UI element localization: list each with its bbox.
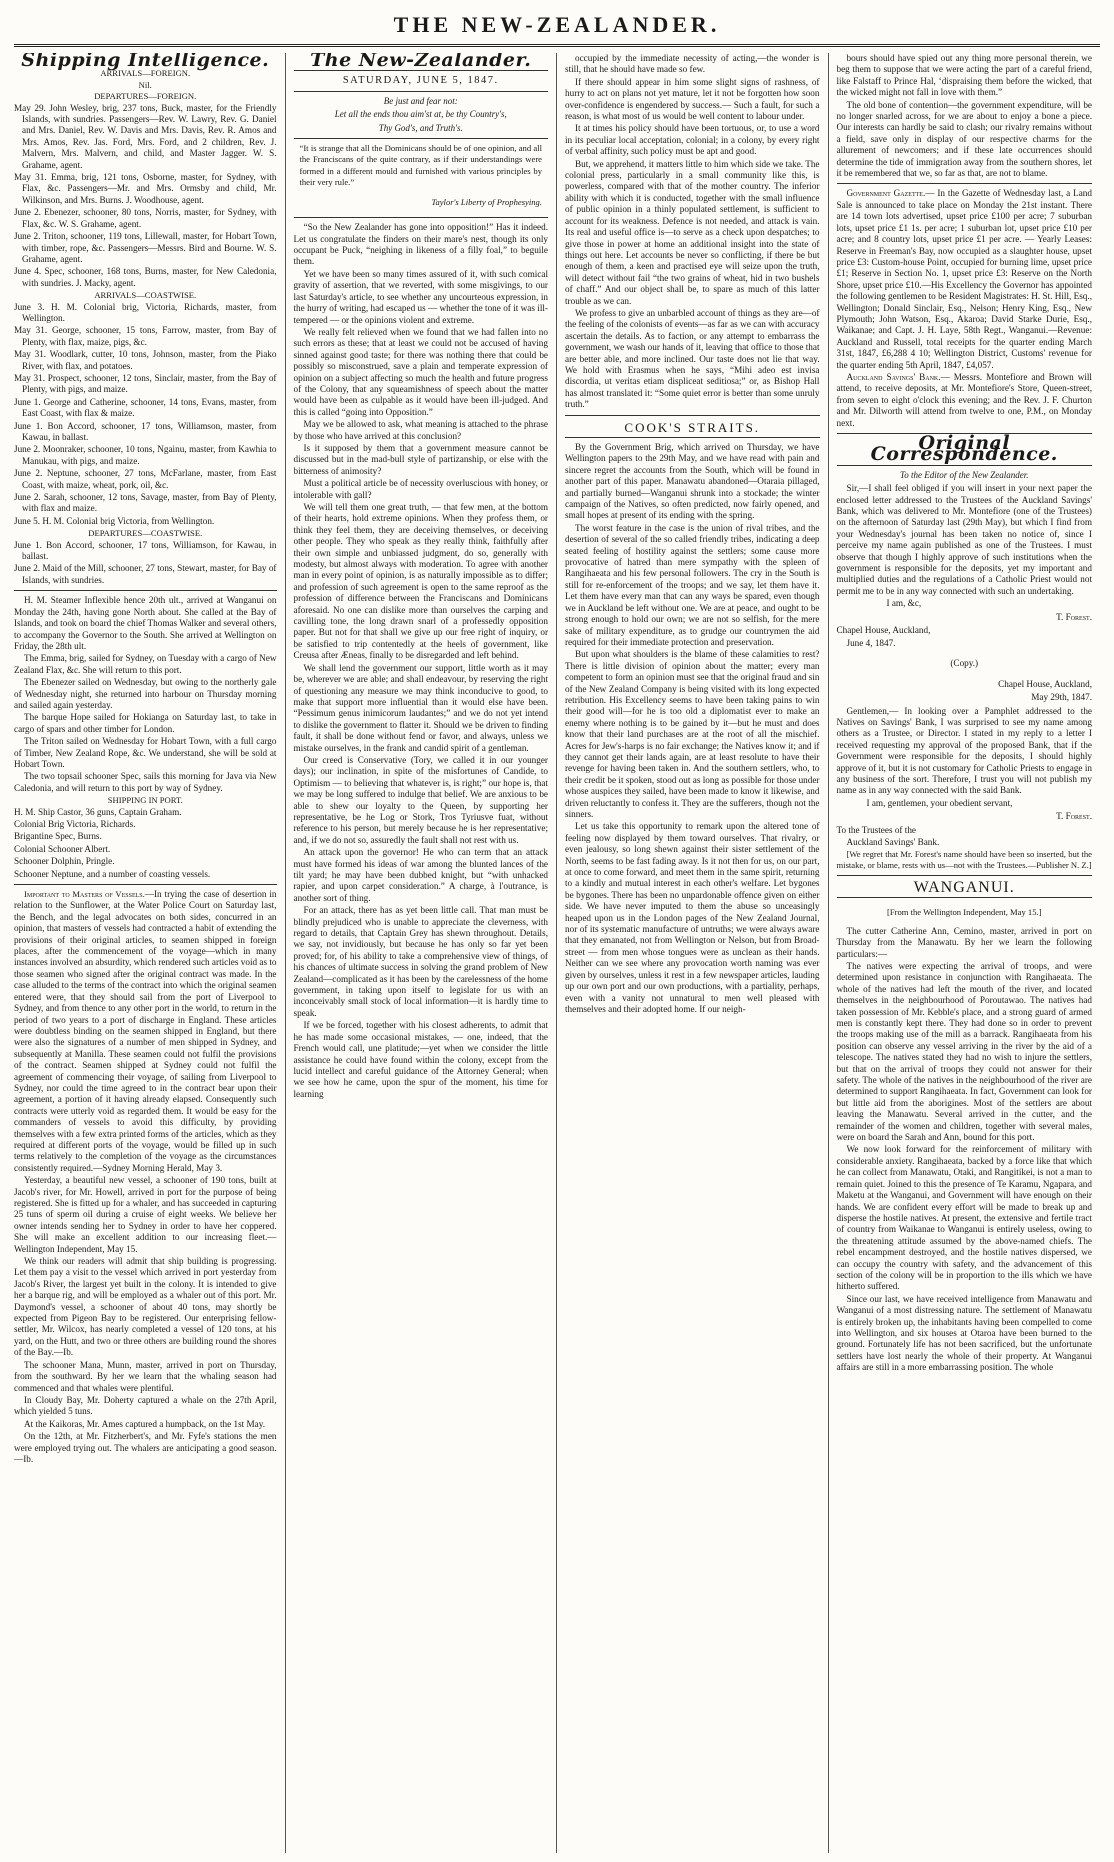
divider: [837, 183, 1093, 184]
news-paragraph: The barque Hope sailed for Hokianga on Saturday last, to take in cargo of spars and other timber for London.: [14, 712, 277, 734]
divider: [294, 138, 549, 139]
shipping-entry: June 2. Ebenezer, schooner, 80 tons, Norris, master, for Sydney, with Flax, &c. W. S. Grahame, agent.: [14, 207, 277, 229]
shipping-entry: June 4. Spec, schooner, 168 tons, Burns, master, for New Caledonia, with sundries. J. Macky, agent.: [14, 266, 277, 288]
shipping-entry: June 2. Neptune, schooner, 27 tons, McFarlane, master, from East Coast, with maize, wheat, pork, oil, &c.: [14, 468, 277, 490]
divider: [565, 415, 820, 416]
news-paragraph: The Emma, brig, sailed for Sydney, on Tuesday with a cargo of New Zealand Flax, &c. She will return to this port.: [14, 653, 277, 675]
gazette-notice: [837, 188, 1093, 371]
shipping-entry: May 31. Woodlark, cutter, 10 tons, Johnson, master, from the Piako River, with flax, and potatoes.: [14, 349, 277, 371]
cooks-straits-heading: COOK'S STRAITS.: [624, 419, 761, 435]
news-paragraph: At the Kaikoras, Mr. Ames captured a humpback, on the 1st May.: [24, 1418, 266, 1429]
letter-address: Chapel House, Auckland,: [836, 625, 931, 636]
article-paragraph: But upon what shoulders is the blame of these calamities to rest? There is little division of opinion about the matter; every man competent to form an opinion must see that the original fraud and sin of the New Zealand Company is being visited with its long expected retribution. His Excellency seems to have been taking pains to win their good will—for he is too old a diplomatist ever to make an enemy where nothing is to be gained by it—but he must and does know that their land purchases are at the root of all the mischief. Acres for Jew's-harps is no fair exchange; the Natives know it; and if they cannot get their lands again, are at least resolute to have their revenge for having been taken in. And the southern settlers, who, to their credit be it spoken, stood out as long as possible for those under whose auspices they sailed, have been made to know it likewise, and driven reluctantly to confess it. They are the sufferers, though not the sinners.: [565, 649, 820, 819]
letter-body: Sir,—I shall feel obliged if you will insert in your next paper the enclosed letter addressed to the Trustees of the Auckland Savings' Bank, which was delivered to Mr. Montefiore (one of the Trustees) on the afternoon of Saturday last (29th May), but which I find from your Wednesday's journal has been taken no notice of, since I perceive my name again published as one of the Trustees. I must observe that though I highly approve of such institutions when the government is responsible for the deposits, yet my important and multiplied duties and the regulations of a Catholic Priest would not permit me to be in any way connected with such an undertaking.: [836, 483, 1092, 596]
shipping-entry: June 2. Sarah, schooner, 12 tons, Savage, master, from Bay of Plenty, with flax and maize.: [14, 492, 277, 514]
masters-body: —In trying the case of desertion in relation to the Sunflower, at the Water Police Court on Saturday last, the Bench, and the legal advocates on both sides, concurred in an opinion, that masters of vessels had contracted a habit of extending the provisions of their original articles, to seamen shipped in foreign places, after the commencement of the voyage—which in many instances involved an absurdity, which rendered such articles void as to those seamen who signed after the original contract was made. In the case alluded to the terms of the contract into which the original seamen entered were, that they should sail from the port of Liverpool to Sydney, and from thence to any other port in the world, to return in the period of two years to a port of discharge in England. These articles were doubtless binding on the seamen shipped in England, but there were also the signatures of a number of men shipped in Sydney, and subsequently at Manilla. These seamen could not fulfil the provisions of the contract. Seamen shipped at Sydney could not fulfil the agreement of commencing their voyage, of sailing from Liverpool to Sydney, nor could the time agreed to in the contract bear upon their agreement, a portion of it having already elapsed. Consequently such contracts were utterly void as regarded them. It would be easy for the commanders of vessels to avoid this difficulty, by providing themselves with a few extra printed forms of the articles, which as they required at different ports of the voyage, would be filled up in such terms relatively to the completion of the voyage as the circumstances consistently required.—Sydney Morning Herald, May 3.: [14, 889, 277, 1173]
departures-coast-label: DEPARTURES—COASTWISE.: [88, 528, 203, 539]
letter-signature: T. Forest.: [1056, 611, 1092, 622]
editorial-paragraph: Yet we have been so many times assured of it, with such comical gravity of assertion, that we reverted, with some misgivings, to our last Saturday's article, to see whether any uncourteous expression, in the hurry of writing, had escaped us — whether the tone of it was ill-tempered — or the opinions violent and extreme.: [293, 268, 548, 325]
in-port-entry: Schooner Neptune, and a number of coasting vessels.: [14, 868, 211, 879]
letter-address: To the Trustees of the: [836, 824, 916, 835]
correspondence-to: To the Editor of the New Zealander.: [900, 469, 1029, 480]
article-paragraph: The cutter Catherine Ann, Cemino, master, arrived in port on Thursday from the Manawatu. By her we learn the following particulars:—: [836, 925, 1092, 959]
editorial-paragraph: We really felt relieved when we found that we had fallen into no such errors as these; that at least we could not be accused of having sinned against good taste; for there was nothing there that could be possibly so misconstrued, save a plain and temperate expression of opinion on a subject affecting so much the health and future progress of the Colony, that any squeamishness of speech about the matter would have been as culpable as it would have been ill-judged. And this is called “going into Opposition.”: [293, 326, 548, 417]
divider: [294, 217, 549, 218]
article-paragraph: By the Government Brig, which arrived on Thursday, we have Wellington papers to the 29th May, and we have read with pain and sincere regret the accounts from the South, which will be found in another part of this paper. Manawatu abandoned—Otaraia pillaged, and partially burned—Wanganui shrunk into a stockade; the winter campaign of the Natives, so often predicted, now fairly opened, and small hopes at present of its ending with the spring.: [565, 442, 820, 521]
editorial-paragraph: “So the New Zealander has gone into opposition!” Has it indeed. Let us congratulate the finders on their mare's nest, though its only occupant be Puck, “neighing in likeness of a filly foal,” to beguile them.: [293, 222, 548, 267]
letter-signature: T. Forest.: [1056, 811, 1092, 822]
news-paragraph: H. M. Steamer Inflexible hence 20th ult., arrived at Wanganui on Monday the 24th, having gone North about. She called at the Bay of Islands, and took on board the chief Thomas Walker and several others, to accompany the Governor to the South. She arrived at Wellington on Friday, the 28th ult.: [14, 595, 277, 651]
shipping-entry: May 31. Prospect, schooner, 12 tons, Sinclair, master, from the Bay of Plenty, with pigs, and maize.: [14, 372, 277, 395]
nil-label: Nil.: [138, 79, 152, 90]
shipping-entry: May 31. George, schooner, 15 tons, Farrow, master, from Bay of Plenty, with flax, maize, pigs, &c.: [14, 325, 277, 347]
editorial-paragraph: Must a political article be of necessity overluscious with honey, or intolerable with gall?: [293, 478, 548, 500]
shipping-entry: June 2. Triton, schooner, 119 tons, Lillewall, master, for Hobart Town, with timber, rope, &c. Passengers—Messrs. Bird and Bourne. W. S. Grahame, agent.: [14, 231, 277, 264]
editorial-paragraph: We shall lend the government our support, little worth as it may be, wherever we are able; and shall endeavour, by reserving the right of questioning any measure we may think inconducive to good, to make that support more influential than it would else have been. “Pessimum genus inimicorum laudantes;” and we do not yet intend to dislike the government to flatter it. Should we be driven to finding fault, it shall be done without fend or favor, and always, unless we mistake ourselves, in the frank and candid spirit of a gentleman.: [293, 662, 548, 753]
masters-notice: [14, 889, 277, 1174]
editorial-paragraph: We profess to give an unbarbled account of things as they are—of the feeling of the colonists of events—as far as we can with accuracy ascertain the details. As to faction, or any attempt to embarrass the government, we wash our hands of it, leaving that office to those that are better able, and more inclined. Our taste does not lie that way. We hold with Erasmus when he says, “Mihi adeo est invisa discordia, ut veritas etiam displiceat seditiosa;” or, as Bishop Hall has almost translated it: “Some quiet error is better than some unruly truth.”: [565, 307, 820, 410]
shipping-entry: June 1. George and Catherine, schooner, 14 tons, Evans, master, from East Coast, with flax & maize.: [14, 396, 277, 419]
news-paragraph: The schooner Mana, Munn, master, arrived in port on Thursday, from the southward. By her we learn that the whaling season had commenced and that whales were plentiful.: [14, 1359, 277, 1393]
wanganui-source: [From the Wellington Independent, May 15.]: [886, 906, 1042, 917]
letter-address: June 4, 1847.: [846, 637, 896, 648]
in-port-entry: Colonial Brig Victoria, Richards.: [14, 819, 136, 829]
divider: [14, 884, 277, 885]
divider: [837, 875, 1093, 876]
arrivals-foreign-label: ARRIVALS—FOREIGN.: [100, 68, 191, 79]
savings-notice: [837, 372, 1093, 429]
in-port-entry: Brigantine Spec, Burns.: [14, 831, 102, 842]
editorial-paragraph: Our creed is Conservative (Tory, we called it in our younger days); our inclination, in spite of the misfortunes of Candide, to Optimism — to believing that whatever is, is right;” our hope is, that we may be long suffered to indulge that belief. We are anxious to be able to shew our loyalty to the Queen, by supporting her representative, be he Log or Stork, Tros Tyriusve fuat, without reference to his person, but merely because he is her representative; and, if we do not so, assuredly the fault shall not rest with us.: [293, 754, 548, 845]
editorial-paragraph: If there should appear in him some slight signs of rashness, of hurry to act on plans not yet mature, let it not be forgotten how soon over-confidence is engendered by success.— Such a fault, for such a reason, is what most of us would be well content to labour under.: [565, 76, 820, 122]
letter-close: I am, gentlemen, your obedient servant,: [866, 797, 1013, 808]
copy-label: (Copy.): [950, 658, 979, 669]
motto-line: Be just and fear not:: [383, 95, 458, 106]
correspondence-heading: Original Correspondence.: [870, 432, 1058, 466]
letter-address: Auckland Savings' Bank.: [846, 836, 940, 847]
divider: [14, 590, 277, 591]
in-port-entry: H. M. Ship Castor, 36 guns, Captain Graham.: [14, 806, 182, 817]
gazette-body: — In the Gazette of Wednesday last, a Land Sale is announced to take place on Monday the 21st instant. There are 14 town lots advertised, upset price £100 per acre; 7 suburban lots, upset price £1 1s. per acre; 1 suburban lot, upset price £10 per acre; and 8 country lots, upset price £1 per acre. — Yearly Leases: Reserve in Freeman's Bay, now occupied as a slaughter house, upset price £3: Custom-house Point, occupied for burning lime, upset price £1; Reserve in Section No. 1, upset price £3: Reserve on the North Shore, upset price £10.—His Excellency the Governor has appointed the following gentlemen to be Resident Magistrates: H. St. Hill, Esq., Wellington; Donald Sinclair, Esq., Nelson; Henry King, Esq., New Plymouth; John Watson, Esq., Akaroa; David Starke Durie, Esq., Waikanae; and Capt. J. H. Laye, 58th Regt., Wanganui.—Revenue: Auckland and Russell, total receipts for the quarter ending March 31st, 1847, £6,288 4 10; Wellington District, Customs' revenue for the quarter ending 5th April, 1847, £4,057.: [836, 188, 1092, 370]
shipping-entry: June 3. H. M. Colonial brig, Victoria, Richards, master, from Wellington.: [14, 301, 277, 323]
motto-line: Thy God's, and Truth's.: [378, 122, 463, 133]
in-port-label: SHIPPING IN PORT.: [107, 795, 183, 806]
shipping-entry: June 2. Moonraker, schooner, 10 tons, Ngainu, master, from Kawhia to Manukau, with pigs, and maize.: [14, 444, 277, 466]
article-paragraph: We now look forward for the reinforcement of military with considerable anxiety. Rangihaeata, backed by a force like that which he can collect from Manawatu, Otaki, and Rangitikei, is not a man to remain quiet. Joined to this the presence of Te Karamu, Ngapara, and Maketu at the Wanganui, and Government will have enough on their hands. We are confident every effort will be made to break up and disperse the hostile natives. At present, the extensive and fertile tract of country from Waikanae to Wanganui is entirely useless, owing to the threatening attitude assumed by the above-named chiefs. The rebel encampment destroyed, and the hostile natives dispersed, we can occupy the country with safety, and the advancement of this section of the colony will be in proportion to the ills which we have hitherto suffered.: [836, 1144, 1092, 1292]
news-paragraph: The Ebenezer sailed on Wednesday, but owing to the northerly gale of Wednesday night, she returned into harbour on Thursday morning and sailed again yesterday.: [14, 677, 277, 710]
shipping-entry: June 1. Bon Accord, schooner, 17 tons, Williamson, master, from Kawau, in ballast.: [14, 420, 277, 442]
shipping-heading: Shipping Intelligence.: [21, 53, 270, 71]
editorial-paragraph: But, we apprehend, it matters little to him which side we take. The colonial press, particularly in a small community like this, is powerless, compared with that of the mother country. The inferior ability with which it is conducted, together with the small influence of public opinion in a thinly populated settlement, is sufficient to account for its weakness. Defence is not needed, and attack is vain. Its real and useful office is—to serve as a check upon despatches; to give those in power at home an additional insight into the state of things out here. Let accounts be never so conflicting, if there be but enough of them, a keen and practised eye will seize upon the truth, will detect without fail “the two grains of wheat, hid in two bushels of chaff.” And our object shall be, to spare as much of this latter trouble as we can.: [565, 158, 820, 306]
issue-date: SATURDAY, JUNE 5, 1847.: [342, 75, 499, 87]
divider: [837, 897, 1093, 898]
savings-lead: Auckland Savings' Bank.: [846, 371, 941, 382]
paper-title: The New-Zealander.: [310, 53, 532, 71]
article-paragraph: bours should have spied out any thing more personal therein, we beg them to suppose that we were acting the part of a careful friend, like Falstaff to Prince Hal, ‘dispraising them before the wicked, that the wicked might not fall in love with them.”: [836, 53, 1092, 98]
divider: [565, 437, 820, 438]
editorial-paragraph: May we be allowed to ask, what meaning is attached to the phrase by those who have arrived at this conclusion?: [293, 419, 548, 441]
arrivals-coast-label: ARRIVALS—COASTWISE.: [94, 290, 197, 301]
masthead: THE NEW-ZEALANDER.: [14, 8, 1100, 47]
editorial-paragraph: For an attack, there has as yet been little call. That man must be blindly prejudiced who is unable to appreciate the cleverness, with regard to details, that Captain Grey has shewn throughout. Details, we say, not invidiously, but because he has only so far yet been proved; for, of his ability to take a comprehensive view of things, of his chances of ultimate success in solving the grand problem of New Zealand—complicated as it has been by the carelessness of the home government, in taking upon itself to legislate for us with an inconceivably small stock of local information—it is hardly time to speak.: [293, 905, 548, 1018]
columns: [14, 53, 1100, 1853]
epigraph-source: Taylor's Liberty of Prophesying.: [431, 197, 542, 208]
news-paragraph: On the 12th, at Mr. Fitzherbert's, and Mr. Fyfe's stations the men were employed trying out. The whalers are anticipating a good season.—Ib.: [14, 1431, 277, 1464]
wanganui-heading: WANGANUI.: [913, 878, 1015, 896]
savings-body: — Messrs. Montefiore and Brown will attend, to receive deposits, at Mr. Montefiore's Store, Queen-street, from seven to eight o'clock this evening; and the Rev. J. F. Churton and Mr. Dilworth will attend from twelve to one, P.M., on Monday next.: [836, 371, 1092, 428]
gazette-lead: Government Gazette.: [846, 188, 926, 199]
publisher-note: [We regret that Mr. Forest's name should have been so inserted, but the mistake, or blame, rests with us—not with the Trustees.—Publisher N. Z.]: [836, 849, 1092, 870]
news-paragraph: We think our readers will admit that ship building is progressing. Let them pay a visit to the vessel which arrived in port yesterday from Jacob's River, the largest yet built in the colony. It is intended to give her a barque rig, and will be employed as a whaler out of this port. Mr. Daymond's vessel, a schooner of about 40 tons, may shortly be expected from Pigeon Bay to be registered. Our enterprising fellow-settler, Mr. Wilcox, has nearly completed a vessel of 120 tons, at his yard, on the Hutt, and two or three others are building round the shores of the Bay.—Ib.: [14, 1256, 277, 1358]
shipping-entry: June 5. H. M. Colonial brig Victoria, from Wellington.: [14, 515, 215, 526]
departures-foreign-label: DEPARTURES—FOREIGN.: [94, 91, 197, 102]
news-paragraph: Yesterday, a beautiful new vessel, a schooner of 190 tons, built at Jacob's river, for Mr. Howell, arrived in port for the purpose of being registered. She is fitted up for a whaler, and has succeeded in capturing 25 tuns of sperm oil during a cruise of eight weeks. We believe her owner intends sending her to Sydney in order to have her coppered. She will make an excellent addition to our increasing fleet.—Wellington Independent, May 15.: [14, 1175, 277, 1254]
editorial-paragraph: occupied by the immediate necessity of acting,—the wonder is still, that he should have made so few.: [565, 53, 820, 75]
letter-address: May 29th, 1847.: [1031, 692, 1092, 703]
news-paragraph: In Cloudy Bay, Mr. Doherty captured a whale on the 27th April, which yielded 5 tuns.: [14, 1394, 277, 1417]
article-paragraph: The natives were expecting the arrival of troops, and were determined upon resistance in conjunction with Rangihaeata. The whole of the natives had left the mouth of the river, and located themselves in the neighbourhood of Poroutawao. The natives had taken possession of Mr. Kebble's place, and a strong guard of armed men is constantly kept there. They had done so in order to prevent the troops making use of the mill as a barrack. Rangihaeata from his position can observe any vessel arriving in the river by the aid of a telescope. The natives stated they had no wish to injure the settlers, but that on the arrival of troops they could not answer for their safety. The whole of the natives in the neighbourhood of the river are determined to support Rangihaeata. In fact, Government can look for but little aid from the aborigines. Most of the settlers are about leaving the Manawatu. Several arrived in the cutter, and the remainder of the women and children, together with several males, were on board the Sarah and Ann, bound for this port.: [836, 960, 1092, 1143]
letter-body: Gentlemen,— In looking over a Pamphlet addressed to the Natives on Savings' Bank, I was surprised to see my name among others as a Trustee, or Director. I stated in my reply to a letter I received requesting my approval of the proposed Bank, that if the Government were responsible for the deposits, I should highly approve of it, but it is not customary for Catholic Priests to engage in any business of the sort. Therefore, I trust you will not publish my name as in any way connected with the said Bank.: [836, 705, 1092, 796]
news-paragraph: The two topsail schooner Spec, sails this morning for Java via New Caledonia, and will return to this port by way of Sydney.: [14, 771, 277, 793]
shipping-entry: May 29. John Wesley, brig, 237 tons, Buck, master, for the Friendly Islands, with sundries. Passengers—Rev. W. Lawry, Rev. G. Daniel and Mrs. Daniel, Rev. W. Davis and Mrs. Davis, Rev. R. Amos and Mrs. Amos, Rev. Jas. Ford, Mrs. Ford, and 2 children, Rev. J. Malvern, Mrs. Malvern, and child, and Master Jagger. W. S. Grahame, agent.: [14, 102, 277, 170]
masters-lead: Important to Masters of Vessels.: [24, 889, 145, 900]
in-port-entry: Schooner Dolphin, Pringle.: [14, 856, 115, 867]
motto-line: Let all the ends thou aim'st at, be thy Country's,: [334, 109, 507, 120]
column-correspondence: [829, 53, 1101, 1853]
letter-address: Chapel House, Auckland,: [998, 678, 1092, 689]
epigraph: “It is strange that all the Dominicans should be of one opinion, and all the Franciscans of the quite contrary, as if their understandings were formed in a different mould and furnished with various principles by their very rule.”: [299, 143, 542, 188]
shipping-entry: June 1. Bon Accord, schooner, 17 tons, Williamson, for Kawau, in ballast.: [14, 539, 277, 562]
shipping-entry: June 2. Maid of the Mill, schooner, 27 tons, Stewart, master, for Bay of Islands, with sundries.: [14, 563, 277, 585]
column-shipping: [14, 53, 286, 1853]
editorial-paragraph: Is it supposed by them that a government measure cannot be discussed but in the mad-bull style of partizanship, or else with the bitterness of animosity?: [293, 442, 548, 476]
editorial-paragraph: An attack upon the governor! He who can term that an attack must have formed his ideas of war among the blunted lances of the tilt yard; he may have been dubbed knight, but “with unhacked rapier, and upon carpet consideration.” A charge, à l'outrance, is another sort of thing.: [293, 847, 548, 903]
shipping-entry: May 31. Emma, brig, 121 tons, Osborne, master, for Sydney, with Flax, &c. Passengers—Mr. and Mrs. Ormsby and child, Mr. Wilkinson, and Mrs. Burns. J. Woodhouse, agent.: [14, 172, 277, 205]
editorial-paragraph: It at times his policy should have been tortuous, or, to use a word in its peculiar local acceptation, colonial; in a colony, by every right of verbal affinity, such policy must be apt and good.: [565, 123, 820, 157]
article-paragraph: Let us take this opportunity to remark upon the altered tone of feeling now displayed by them toward ourselves. That rivalry, or even jealousy, so long shewn against their sister settlement of the North, seems to be fast fading away. Is it not then for us, on our part, at once to come forward, and meet them in the same spirit, returning to a kindly and mutual interest in each other's welfare. Let bygones be bygones. There has been no unpardonable offence given on either side. We have never imputed to them the abuse so unceasingly heaped upon us in the London pages of the New Zealand Journal, nor of its systematic manufacture of untruths; we were always aware that they emanated, not from Wellington or Nelson, but from Broad-street — from men whose tongues were as unclean as their hands. Neither can we see where any provocation worth naming was ever given by ourselves, unless it rest in a few newspaper articles, lauding up our own port and our own productions, with a partiality, perhaps, even with a vanity not unnatural to men well pleased with themselves and their adopted home. If our neigh-: [565, 821, 820, 1014]
article-paragraph: Since our last, we have received intelligence from Manawatu and Wanganui of a most distressing nature. The settlement of Manawatu is entirely broken up, the inhabitants having been compelled to come into Wellington, and six houses at Otaroa have been burned to the ground. Fortunately life has not been sacrificed, but the unfortunate settlers have lost nearly the whole of their property. At Wanganui affairs are still in a more embarrassing position. The whole: [836, 1293, 1092, 1373]
letter-close: I am, &c,: [886, 598, 922, 609]
article-paragraph: The old bone of contention—the government expenditure, will be no longer snarled across, for we are about to enjoy a bone a piece. Our interests can hardly be said to clash; our rivalry remains without a field, save only in display of our respective charms for the allurement of newcomers; and if these late occurrences should determine the tide of immigration away from the southern shores, let it be remembered that we, so far as that, are not to blame.: [836, 99, 1092, 179]
column-cooks-straits: [557, 53, 829, 1853]
news-paragraph: The Triton sailed on Wednesday for Hobart Town, with a full cargo of Timber, New Zealand Rope, &c. We understand, she will be sold at Hobart Town.: [14, 736, 277, 769]
editorial-paragraph: We will tell them one great truth, — that few men, at the bottom of their hearts, hold extreme opinions. When they profess them, or think they feel them, they are deceiving themselves, or deceiving other people. They who speak as they really think, faithfully after their own simple and unbiassed judgment, do so, generally with modesty, but almost always with moderation. To agree with another man in every point of opinion, is as naturally impossible as to differ; and profession of such agreement is open to the same reproof as the profession of difference between the Franciscans and Dominicans aforesaid. No one can dislike more than ourselves the carping and cavilling tone, the long drawn snarl of a professedly opposition paper. But not for that shall we give up our free right of inquiry, or be satisfied to trip contentedly at the heels of government, like Creusa after Æneas, finally to be disregarded and left behind.: [293, 502, 548, 661]
column-editorial: [286, 53, 558, 1853]
article-paragraph: The worst feature in the case is the union of rival tribes, and the desertion of several of the so called friendly tribes, indicating a deep seated feeling of hostility against the settlers; some cause more provocative of hatred than mere sympathy with the spleen of Rangihaeata and his few personal followers. The cry in the South is still for re-enforcement of the troops; and we say, let them have it. Let them have every man that can any ways be spared, even though we in Auckland be left without one. We are at peace, and ought to be strong enough to hold our own; we are not so selfish, for the mere sake of military expenditure, as to grudge our countrymen the aid required for their immediate protection and preservation.: [565, 522, 820, 647]
editorial-paragraph: If we be forced, together with his closest adherents, to admit that he has made some occasional mistakes, — one, indeed, that the French would call, une platitude;—yet when we consider the little assistance he could have found within the colony, except from the lucid intellect and careful guidance of the Attorney General; when we see how he came, upon the spur of the moment, his time for learning: [293, 1020, 548, 1099]
divider: [294, 91, 549, 92]
in-port-entry: Colonial Schooner Albert.: [14, 843, 111, 854]
